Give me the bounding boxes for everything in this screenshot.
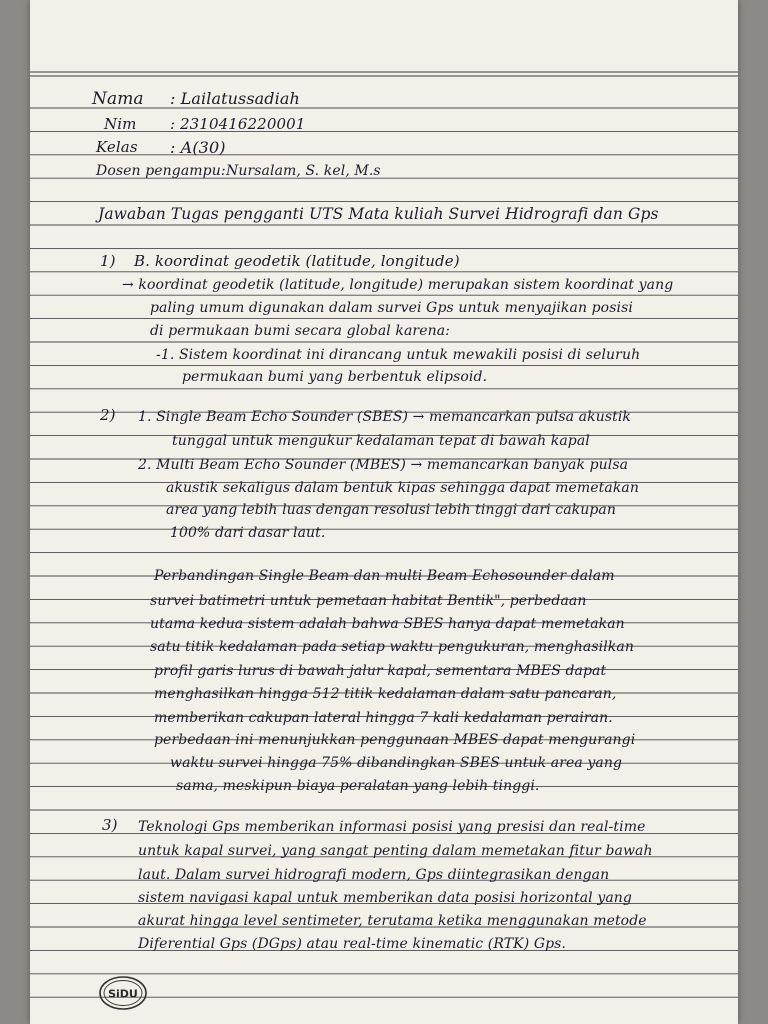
answer-2-line: tunggal untuk mengukur kedalaman tepat di bawah kapal — [172, 433, 590, 449]
answer-2-line: 1. Single Beam Echo Sounder (SBES) → memancarkan pulsa akustik — [138, 409, 631, 425]
assignment-title: Jawaban Tugas pengganti UTS Mata kuliah Survei Hidrografi dan Gps — [98, 205, 659, 223]
kelas-label: Kelas — [96, 138, 138, 156]
comparison-paragraph-line: satu titik kedalaman pada setiap waktu pengukuran, menghasilkan — [150, 639, 634, 655]
answer-3-line: untuk kapal survei, yang sangat penting dalam memetakan fitur bawah — [138, 843, 653, 859]
comparison-paragraph-line: waktu survei hingga 75% dibandingkan SBES untuk area yang — [170, 755, 623, 771]
kelas-value: : A(30) — [170, 138, 226, 157]
answer-2-line: 100% dari dasar laut. — [170, 525, 326, 541]
comparison-paragraph-line: Perbandingan Single Beam dan multi Beam Echosounder dalam — [154, 568, 615, 584]
answer-1-line: paling umum digunakan dalam survei Gps untuk menyajikan posisi — [150, 300, 633, 316]
sidu-logo-text: SiDU — [108, 987, 138, 1001]
comparison-paragraph-line: perbedaan ini menunjukkan penggunaan MBES dapat mengurangi — [154, 732, 636, 748]
comparison-paragraph-line: utama kedua sistem adalah bahwa SBES hanya dapat memetakan — [150, 616, 625, 632]
comparison-paragraph-line: memberikan cakupan lateral hingga 7 kali kedalaman perairan. — [154, 710, 613, 726]
answer-1-line: permukaan bumi yang berbentuk elipsoid. — [182, 369, 488, 385]
notebook-page — [30, 0, 738, 1024]
dosen-label: Dosen pengampu: — [96, 163, 226, 179]
comparison-paragraph-line: survei batimetri untuk pemetaan habitat Bentik", perbedaan — [150, 593, 587, 609]
nama-value: : Lailatussadiah — [170, 89, 300, 108]
answer-1-number: 1) — [100, 252, 116, 270]
sidu-logo — [98, 974, 148, 1012]
answer-1-line: → koordinat geodetik (latitude, longitude) merupakan sistem koordinat yang — [122, 277, 674, 293]
answer-3-number: 3) — [102, 816, 118, 834]
nim-label: Nim — [104, 115, 137, 133]
answer-3-line: Teknologi Gps memberikan informasi posisi yang presisi dan real-time — [138, 819, 646, 835]
comparison-paragraph-line: menghasilkan hingga 512 titik kedalaman dalam satu pancaran, — [154, 686, 617, 702]
answer-3-line: Diferential Gps (DGps) atau real-time kinematic (RTK) Gps. — [138, 936, 567, 952]
answer-2-number: 2) — [100, 406, 116, 424]
answer-2-line: akustik sekaligus dalam bentuk kipas sehingga dapat memetakan — [166, 480, 639, 496]
answer-1-line: B. koordinat geodetik (latitude, longitude) — [134, 252, 460, 270]
answer-1-line: di permukaan bumi secara global karena: — [150, 323, 450, 339]
dosen-value: Nursalam, S. kel, M.s — [226, 163, 381, 179]
answer-1-line: -1. Sistem koordinat ini dirancang untuk mewakili posisi di seluruh — [156, 347, 641, 363]
answer-3-line: akurat hingga level sentimeter, terutama ketika menggunakan metode — [138, 913, 647, 929]
nama-label: Nama — [92, 89, 144, 109]
comparison-paragraph-line: profil garis lurus di bawah jalur kapal, sementara MBES dapat — [154, 663, 607, 679]
comparison-paragraph-line: sama, meskipun biaya peralatan yang lebih tinggi. — [176, 778, 540, 794]
answer-3-line: laut. Dalam survei hidrografi modern, Gps diintegrasikan dengan — [138, 867, 610, 883]
answer-2-line: area yang lebih luas dengan resolusi lebih tinggi dari cakupan — [166, 502, 616, 518]
nim-value: : 2310416220001 — [170, 115, 306, 133]
answer-2-line: 2. Multi Beam Echo Sounder (MBES) → memancarkan banyak pulsa — [138, 457, 629, 473]
answer-3-line: sistem navigasi kapal untuk memberikan data posisi horizontal yang — [138, 890, 632, 906]
